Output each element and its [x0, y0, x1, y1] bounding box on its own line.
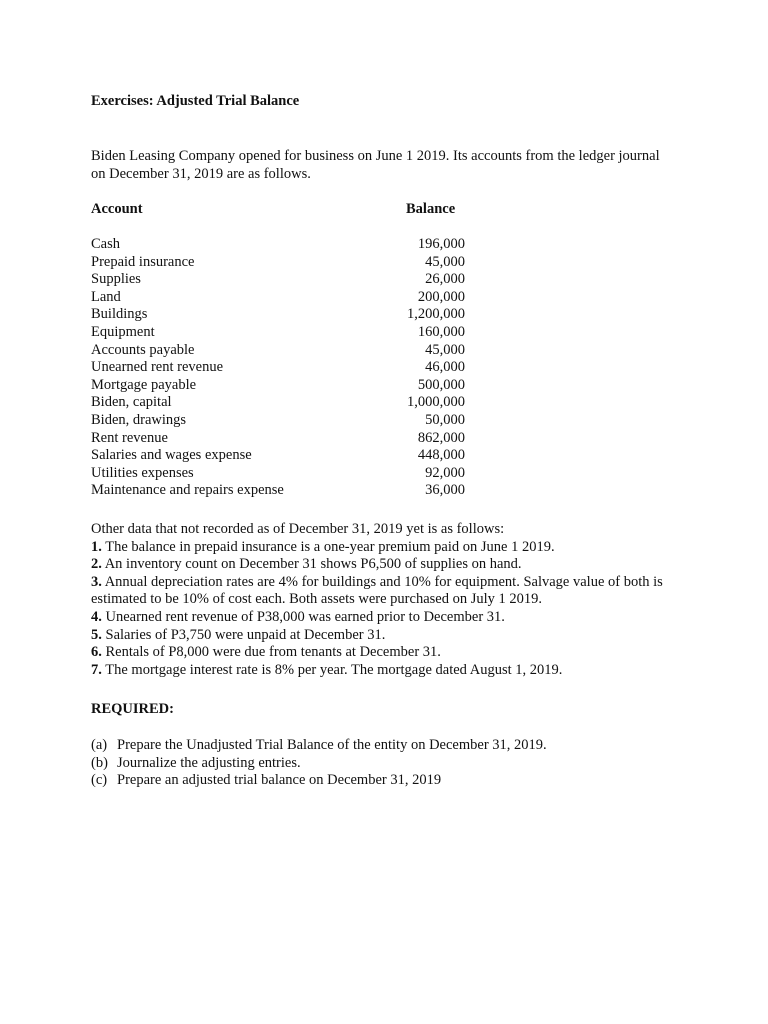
required-item: [91, 737, 651, 755]
account-balance: 46,000: [425, 359, 465, 376]
account-balance: 50,000: [425, 411, 465, 428]
account-row: [91, 412, 471, 430]
other-data-item: [91, 539, 691, 557]
account-row: [91, 447, 471, 465]
required-item: [91, 772, 651, 790]
balance-column-header: Balance: [406, 201, 456, 217]
item-number: 4.: [91, 608, 102, 625]
item-number: 6.: [91, 644, 102, 661]
account-name: Biden, drawings: [91, 411, 187, 428]
item-text: Annual depreciation rates are 4% for buildings and 10% for equipment. Salvage value of both is estimated to be 10% of cost each. Both assets were purchased on July 1 2019.: [91, 573, 663, 608]
account-name: Accounts payable: [91, 341, 195, 358]
account-row: [91, 236, 471, 254]
other-data-item: [91, 662, 691, 680]
account-name: Buildings: [91, 306, 148, 323]
required-item-label: (a): [91, 737, 108, 753]
other-data-item: [91, 609, 691, 627]
other-data-section: [91, 521, 691, 679]
account-name: Mortgage payable: [91, 376, 197, 393]
other-data-item: [91, 644, 691, 662]
item-number: 7.: [91, 661, 102, 678]
item-text: The mortgage interest rate is 8% per year. The mortgage dated August 1, 2019.: [105, 661, 563, 678]
account-name: Salaries and wages expense: [91, 447, 252, 464]
item-text: Rentals of P8,000 were due from tenants at December 31.: [105, 644, 441, 661]
item-text: Unearned rent revenue of P38,000 was earned prior to December 31.: [105, 608, 505, 625]
item-number: 2.: [91, 556, 102, 573]
required-item-text: Prepare an adjusted trial balance on December 31, 2019: [117, 772, 442, 789]
account-balance: 26,000: [425, 271, 465, 288]
account-name: Maintenance and repairs expense: [91, 482, 284, 499]
intro-paragraph: Biden Leasing Company opened for business on June 1 2019. Its accounts from the ledger journal on December 31, 2019 are as follows.: [91, 148, 660, 182]
account-row: [91, 271, 471, 289]
account-balance: 1,000,000: [407, 394, 465, 411]
item-text: An inventory count on December 31 shows P6,500 of supplies on hand.: [104, 556, 522, 573]
required-item-label: (b): [91, 754, 108, 771]
account-row: [91, 430, 471, 448]
other-data-item: [91, 556, 691, 574]
account-row: [91, 324, 471, 342]
account-row: [91, 377, 471, 395]
account-row: [91, 306, 471, 324]
account-row: [91, 482, 471, 500]
required-item-label: (c): [91, 772, 108, 789]
page-title: Exercises: Adjusted Trial Balance: [91, 93, 300, 109]
account-name: Supplies: [91, 271, 141, 288]
required-item-text: Prepare the Unadjusted Trial Balance of the entity on December 31, 2019.: [117, 737, 547, 753]
required-item: [91, 755, 651, 773]
account-name: Rent revenue: [91, 429, 168, 446]
accounts-table: [91, 236, 471, 500]
account-balance: 92,000: [425, 464, 465, 481]
account-balance: 160,000: [417, 323, 465, 340]
required-item-text: Journalize the adjusting entries.: [117, 754, 301, 771]
item-number: 5.: [91, 626, 102, 643]
account-name: Biden, capital: [91, 394, 172, 411]
account-name: Prepaid insurance: [91, 253, 195, 270]
account-row: [91, 359, 471, 377]
item-number: 3.: [91, 573, 102, 590]
account-balance: 36,000: [425, 482, 465, 499]
other-data-intro: Other data that not recorded as of December 31, 2019 yet is as follows:: [91, 521, 505, 537]
account-balance: 45,000: [425, 253, 465, 270]
account-balance: 45,000: [425, 341, 465, 358]
account-name: Cash: [91, 236, 120, 252]
account-name: Unearned rent revenue: [91, 359, 224, 376]
account-row: [91, 254, 471, 272]
account-balance: 200,000: [417, 288, 465, 305]
account-column-header: Account: [91, 201, 143, 217]
item-text: Salaries of P3,750 were unpaid at December 31.: [105, 626, 386, 643]
account-row: [91, 342, 471, 360]
required-list: [91, 737, 651, 790]
account-name: Land: [91, 288, 121, 305]
account-name: Equipment: [91, 323, 155, 340]
account-balance: 500,000: [417, 376, 465, 393]
account-balance: 862,000: [417, 429, 465, 446]
required-heading: REQUIRED:: [91, 701, 174, 717]
account-row: [91, 289, 471, 307]
item-text: The balance in prepaid insurance is a one-year premium paid on June 1 2019.: [105, 538, 555, 555]
account-row: [91, 465, 471, 483]
account-balance: 196,000: [417, 236, 465, 252]
item-number: 1.: [91, 538, 102, 555]
account-name: Utilities expenses: [91, 464, 194, 481]
account-row: [91, 394, 471, 412]
account-balance: 1,200,000: [407, 306, 465, 323]
other-data-item: [91, 574, 691, 609]
other-data-item: [91, 627, 691, 645]
account-balance: 448,000: [417, 447, 465, 464]
